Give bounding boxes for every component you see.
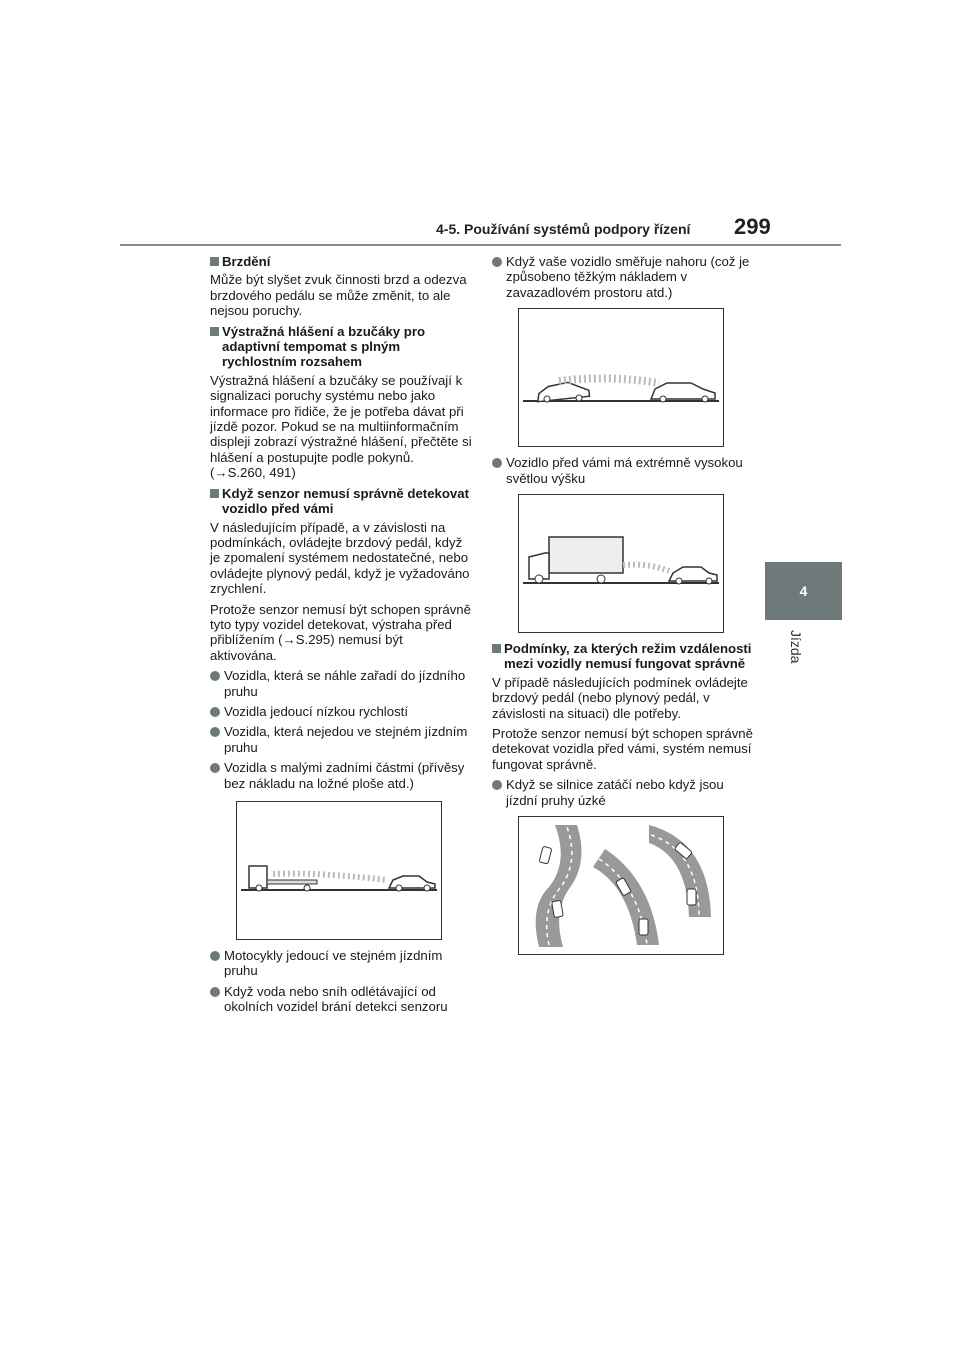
list-item: Vozidla s malými zadními částmi (přívěsy bez nákladu na ložné ploše atd.) (210, 760, 472, 791)
curved-road-2 (593, 849, 659, 945)
list-item: Když se silnice zatáčí nebo když jsou jízdní pruhy úzké (492, 777, 754, 808)
chapter-label: Jízda (788, 630, 804, 664)
section-heading-braking: Brzdění (210, 254, 472, 269)
section-heading-sensor-detection: Když senzor nemusí správně detekovat vozidlo před vámi (210, 486, 472, 517)
truck-trailer-icon (549, 537, 623, 573)
header-title: 4-5. Používání systémů podpory řízení (436, 221, 691, 237)
paragraph: Protože senzor nemusí být schopen správně detekovat vozidla před vámi, systém nemusí fungovat správně. (492, 726, 753, 772)
chapter-number: 4 (799, 583, 808, 599)
chapter-tab[interactable] (765, 562, 842, 620)
left-column (210, 254, 472, 1020)
curved-road-1 (536, 825, 582, 947)
car-icon (687, 889, 696, 905)
page-number: 299 (734, 214, 771, 239)
list-item: Vozidla jedoucí nízkou rychlostí (210, 704, 472, 719)
paragraph: Výstražná hlášení a bzučáky se používají k signalizaci poruchy systému nebo jako informace pro řidiče, že je potřeba dávat při jízdě pozor. Pokud se na multiinformačním displeji zobrazí výstražné hlášení, přečtěte si hlášení a postupujte podle pokynů. (→S.260, 491) (210, 372, 472, 481)
paragraph: Protože senzor nemusí být schopen správně tyto typy vozidel detekovat, výstraha před přiblížením (→S.295) nemusí být aktivována. (210, 601, 471, 663)
section-heading-distance-mode: Podmínky, za kterých režim vzdálenosti mezi vozidly nemusí fungovat správně (492, 641, 754, 672)
curved-road-3 (649, 825, 711, 917)
car-icon (539, 846, 552, 864)
paragraph: V případě následujících podmínek ovládejte brzdový pedál (nebo plynový pedál, v závislosti na situaci) dle potřeby. (492, 674, 748, 721)
right-column (492, 254, 754, 963)
list-item: Když voda nebo sníh odlétávající od okolních vozidel brání detekci senzoru (210, 984, 472, 1015)
list-item: Vozidla, která se náhle zařadí do jízdního pruhu (210, 668, 472, 699)
list-item: Když vaše vozidlo směřuje nahoru (což je způsobeno těžkým nákladem v zavazadlovém prostoru atd.) (492, 254, 754, 300)
figure-curved-roads (518, 816, 724, 955)
list-item: Vozidlo před vámi má extrémně vysokou světlou výšku (492, 455, 754, 486)
figure-high-clearance-vehicle (518, 494, 724, 633)
list-item: Vozidla, která nejedou ve stejném jízdním pruhu (210, 724, 472, 755)
section-heading-warnings: Výstražná hlášení a bzučáky pro adaptivní tempomat s plným rychlostním rozsahem (210, 324, 472, 370)
paragraph: V následujícím případě, a v závislosti na podmínkách, ovládejte brzdový pedál, když je zpomalení systémem nedostatečné, nebo ovládejte plynový pedál, když je vyžadováno zrychlení. (210, 519, 470, 597)
car-icon (639, 919, 648, 935)
header-rule (120, 244, 841, 246)
list-item: Motocykly jedoucí ve stejném jízdním pruhu (210, 948, 472, 979)
paragraph: Může být slyšet zvuk činnosti brzd a odezva brzdového pedálu se může změnit, to ale nejsou poruchy. (210, 272, 467, 319)
figure-trailer-illustration (236, 801, 442, 940)
figure-vehicle-pointing-up (518, 308, 724, 447)
